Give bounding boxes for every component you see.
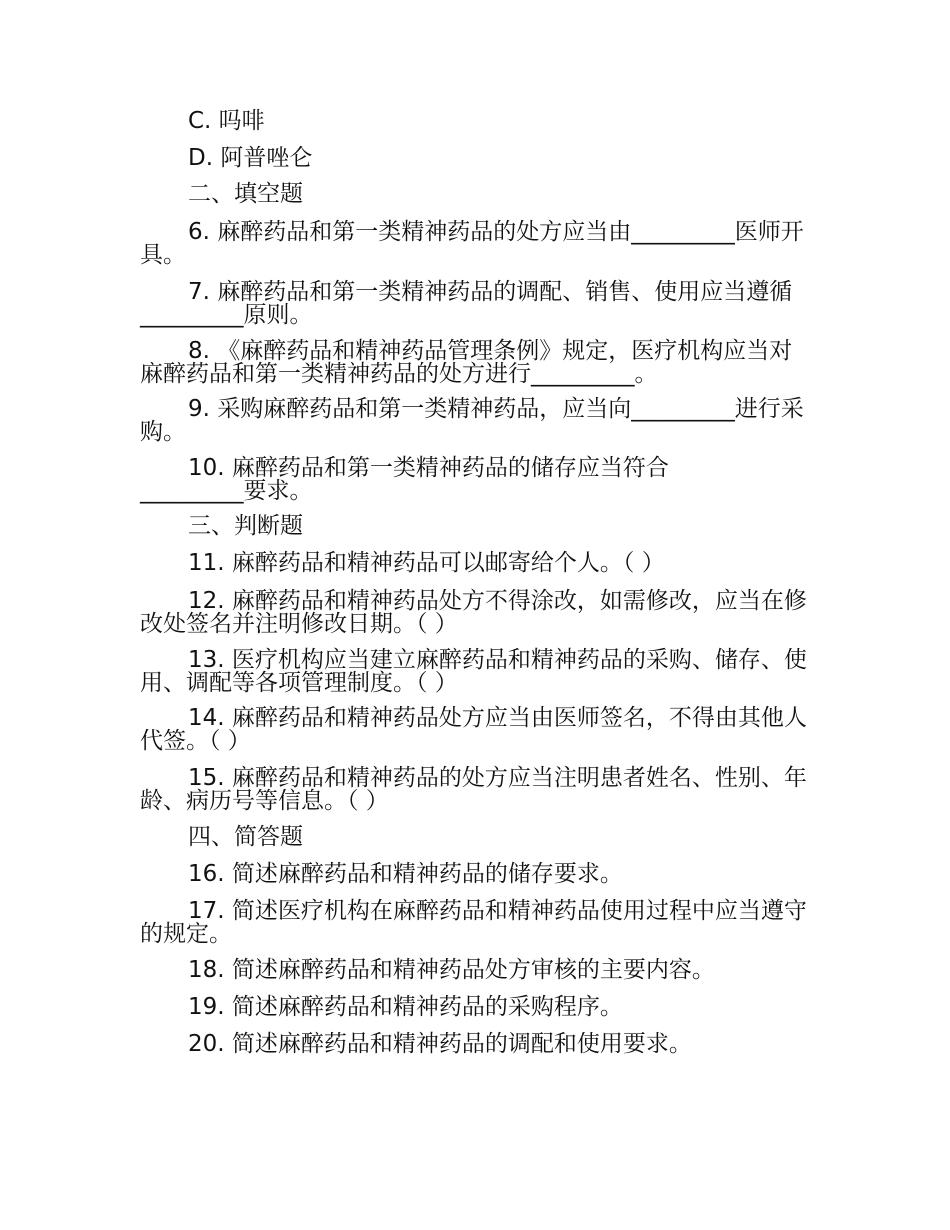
section-heading-true-false: 三、判断题	[188, 513, 303, 539]
section-heading-short-answer: 四、简答题	[188, 824, 303, 850]
question-9: 9. 采购麻醉药品和第一类精神药品，应当向_________进行采购。	[140, 396, 804, 445]
question-7: 7. 麻醉药品和第一类精神药品的调配、销售、使用应当遵循_________原则。	[140, 279, 793, 328]
question-11: 11. 麻醉药品和精神药品可以邮寄给个人。（ ）	[188, 550, 665, 576]
question-14: 14. 麻醉药品和精神药品处方应当由医师签名，不得由其他人代签。（ ）	[140, 705, 807, 754]
question-10: 10. 麻醉药品和第一类精神药品的储存应当符合_________要求。	[140, 455, 669, 504]
question-8: 8. 《麻醉药品和精神药品管理条例》规定，医疗机构应当对麻醉药品和第一类精神药品的处方进行_________。	[140, 338, 793, 387]
question-20: 20. 简述麻醉药品和精神药品的调配和使用要求。	[188, 1031, 692, 1057]
question-19: 19. 简述麻醉药品和精神药品的采购程序。	[188, 994, 623, 1020]
section-heading-fill-in: 二、填空题	[188, 181, 303, 207]
question-15: 15. 麻醉药品和精神药品的处方应当注明患者姓名、性别、年龄、病历号等信息。（ ）	[140, 765, 807, 814]
question-12: 12. 麻醉药品和精神药品处方不得涂改，如需修改，应当在修改处签名并注明修改日期。（ ）	[140, 588, 807, 637]
question-13: 13. 医疗机构应当建立麻醉药品和精神药品的采购、储存、使用、调配等各项管理制度。（ ）	[140, 647, 807, 696]
question-18: 18. 简述麻醉药品和精神药品处方审核的主要内容。	[188, 957, 715, 983]
question-17: 17. 简述医疗机构在麻醉药品和精神药品使用过程中应当遵守的规定。	[140, 898, 807, 947]
option-d: D. 阿普唑仑	[188, 145, 313, 171]
option-c: C. 吗啡	[188, 108, 265, 134]
question-16: 16. 简述麻醉药品和精神药品的储存要求。	[188, 861, 623, 887]
question-6: 6. 麻醉药品和第一类精神药品的处方应当由_________医师开具。	[140, 219, 804, 268]
